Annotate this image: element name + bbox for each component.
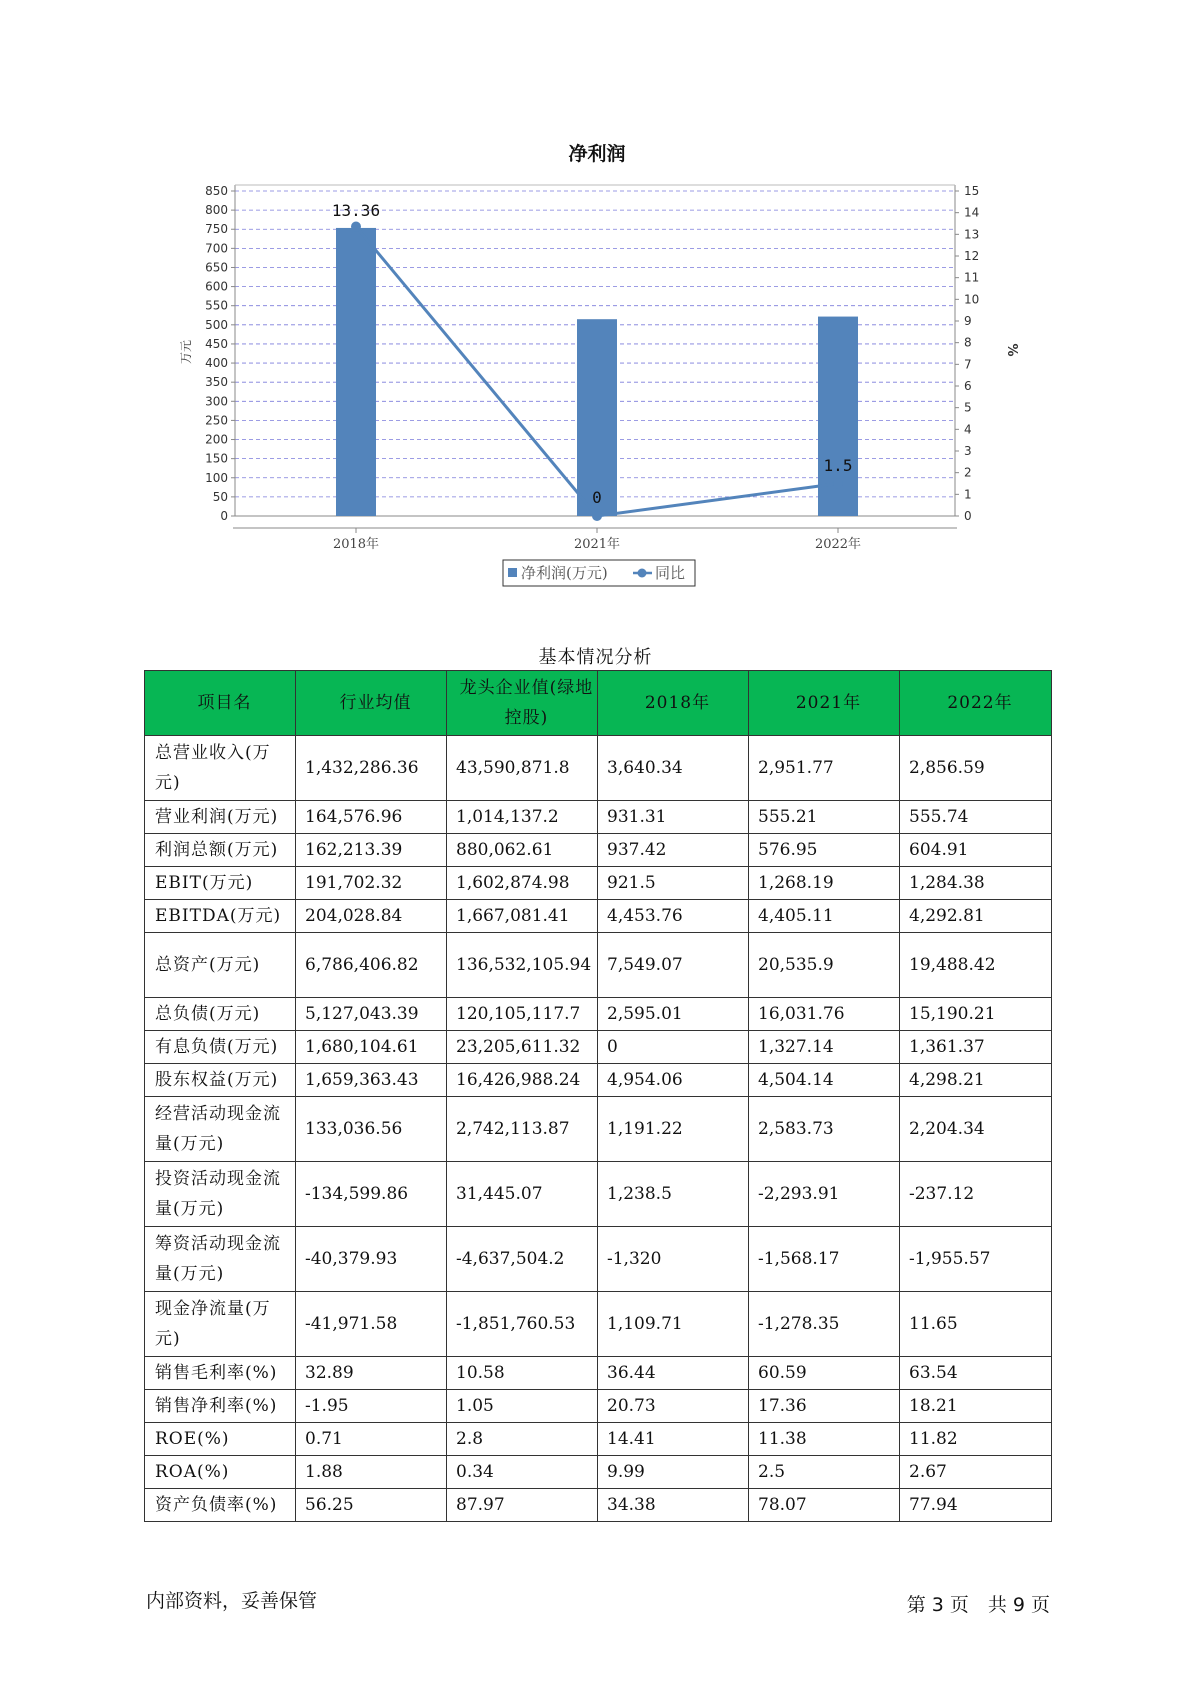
table-cell: 1,680,104.61 (296, 1031, 447, 1064)
legend-bar-label: 净利润(万元) (521, 564, 608, 582)
x-tick-label: 2021年 (573, 537, 621, 552)
table-cell: 2,204.34 (900, 1097, 1052, 1162)
table-cell: 3,640.34 (598, 736, 749, 801)
table-cell: 10.58 (447, 1357, 598, 1390)
table-row (145, 834, 1052, 867)
table-row (145, 998, 1052, 1031)
right-axis-title: % (1004, 343, 1019, 357)
table-cell: 2,583.73 (749, 1097, 900, 1162)
table-cell: -1,568.17 (749, 1227, 900, 1292)
table-cell: 1,361.37 (900, 1031, 1052, 1064)
table-cell: 19,488.42 (900, 933, 1052, 998)
row-label-cell: 资产负债率(%) (145, 1489, 296, 1522)
page-total: 9 (1012, 1594, 1025, 1616)
table-cell: -237.12 (900, 1162, 1052, 1227)
left-tick-label: 400 (205, 356, 228, 371)
left-tick-label: 600 (205, 279, 228, 294)
table-cell: 4,292.81 (900, 900, 1052, 933)
table-cell: 77.94 (900, 1489, 1052, 1522)
chart-svg (0, 0, 1191, 600)
table-row (145, 933, 1052, 998)
row-label-cell: 投资活动现金流量(万元) (145, 1162, 296, 1227)
row-label-cell: 利润总额(万元) (145, 834, 296, 867)
table-cell: 136,532,105.94 (447, 933, 598, 998)
table-cell: 7,549.07 (598, 933, 749, 998)
table-row (145, 736, 1052, 801)
right-tick-label: 4 (964, 422, 972, 437)
table-cell: 18.21 (900, 1390, 1052, 1423)
table-cell: 1,284.38 (900, 867, 1052, 900)
table-cell: 204,028.84 (296, 900, 447, 933)
yoy-point-2021年 (592, 511, 602, 521)
table-cell: 20,535.9 (749, 933, 900, 998)
table-cell: 937.42 (598, 834, 749, 867)
table-cell: 604.91 (900, 834, 1052, 867)
yoy-point-2022年 (833, 479, 843, 489)
table-cell: 14.41 (598, 1423, 749, 1456)
basic-analysis-table (144, 670, 1052, 1522)
x-tick-label: 2018年 (332, 537, 380, 552)
table-cell: 36.44 (598, 1357, 749, 1390)
table-cell: 1,327.14 (749, 1031, 900, 1064)
table-cell: 1,432,286.36 (296, 736, 447, 801)
table-cell: 2,742,113.87 (447, 1097, 598, 1162)
page-current: 3 (931, 1594, 944, 1616)
table-cell: -1,320 (598, 1227, 749, 1292)
header-2018: 2018年 (598, 671, 749, 736)
left-tick-label: 500 (205, 317, 228, 332)
table-cell: 1,014,137.2 (447, 801, 598, 834)
table-cell: 931.31 (598, 801, 749, 834)
table-row (145, 1227, 1052, 1292)
table-cell: 11.38 (749, 1423, 900, 1456)
row-label-cell: 总营业收入(万元) (145, 736, 296, 801)
table-cell: 921.5 (598, 867, 749, 900)
page-mid: 页 共 (949, 1594, 1007, 1616)
page-suffix: 页 (1030, 1594, 1050, 1616)
table-cell: 1,238.5 (598, 1162, 749, 1227)
row-label-cell: EBITDA(万元) (145, 900, 296, 933)
table-cell: 1.05 (447, 1390, 598, 1423)
table-cell: 11.82 (900, 1423, 1052, 1456)
table-cell: 78.07 (749, 1489, 900, 1522)
yoy-data-label: 13.36 (331, 201, 381, 220)
table-row (145, 801, 1052, 834)
table-cell: 4,954.06 (598, 1064, 749, 1097)
yoy-data-label: 1.5 (823, 456, 853, 475)
table-cell: 576.95 (749, 834, 900, 867)
table-cell: 32.89 (296, 1357, 447, 1390)
table-cell: -40,379.93 (296, 1227, 447, 1292)
table-row (145, 867, 1052, 900)
row-label-cell: 有息负债(万元) (145, 1031, 296, 1064)
right-tick-label: 15 (964, 184, 980, 198)
table-row (145, 1489, 1052, 1522)
right-tick-label: 2 (964, 465, 972, 480)
left-tick-label: 700 (205, 241, 228, 256)
chart-title: 净利润 (568, 143, 626, 165)
right-tick-label: 3 (964, 444, 972, 458)
left-tick-label: 550 (205, 298, 228, 313)
right-tick-label: 5 (964, 400, 972, 415)
table-cell: 87.97 (447, 1489, 598, 1522)
table-cell: 133,036.56 (296, 1097, 447, 1162)
table-cell: 23,205,611.32 (447, 1031, 598, 1064)
row-label-cell: ROA(%) (145, 1456, 296, 1489)
row-label-cell: 筹资活动现金流量(万元) (145, 1227, 296, 1292)
left-tick-label: 50 (212, 489, 228, 504)
row-label-cell: 销售净利率(%) (145, 1390, 296, 1423)
table-cell: 9.99 (598, 1456, 749, 1489)
table-cell: 11.65 (900, 1292, 1052, 1357)
net-profit-chart (0, 0, 1191, 600)
right-tick-label: 8 (964, 335, 972, 350)
table-cell: 0.34 (447, 1456, 598, 1489)
legend-line-marker (638, 569, 647, 578)
footer-page-number (901, 1590, 1050, 1617)
table-cell: 31,445.07 (447, 1162, 598, 1227)
table-cell: 555.74 (900, 801, 1052, 834)
table-cell: 1,659,363.43 (296, 1064, 447, 1097)
right-tick-label: 14 (964, 205, 980, 220)
table-cell: 2,595.01 (598, 998, 749, 1031)
table-cell: 1,667,081.41 (447, 900, 598, 933)
header-item-name: 项目名 (145, 671, 296, 736)
table-cell: 63.54 (900, 1357, 1052, 1390)
table-cell: 16,426,988.24 (447, 1064, 598, 1097)
table-cell: 34.38 (598, 1489, 749, 1522)
table-row (145, 1357, 1052, 1390)
table-cell: 4,453.76 (598, 900, 749, 933)
table-header-row (145, 671, 1052, 736)
table-cell: 164,576.96 (296, 801, 447, 834)
table-row (145, 900, 1052, 933)
table-cell: 162,213.39 (296, 834, 447, 867)
table-cell: 1.88 (296, 1456, 447, 1489)
right-tick-label: 9 (964, 314, 972, 328)
right-tick-label: 7 (964, 357, 972, 372)
table-cell: 0 (598, 1031, 749, 1064)
table-cell: 1,109.71 (598, 1292, 749, 1357)
table-cell: 191,702.32 (296, 867, 447, 900)
bar-2021年 (577, 319, 617, 516)
table-row (145, 1423, 1052, 1456)
table-cell: 56.25 (296, 1489, 447, 1522)
table-cell: -2,293.91 (749, 1162, 900, 1227)
table-title: 基本情况分析 (538, 647, 653, 668)
row-label-cell: EBIT(万元) (145, 867, 296, 900)
table-cell: 17.36 (749, 1390, 900, 1423)
table-row (145, 1456, 1052, 1489)
row-label-cell: 总资产(万元) (145, 933, 296, 998)
yoy-data-label: 0 (592, 488, 602, 507)
table-cell: -1,851,760.53 (447, 1292, 598, 1357)
right-tick-label: 1 (964, 487, 972, 502)
yoy-point-2018年 (351, 222, 361, 232)
legend-line-label: 同比 (655, 564, 686, 582)
table-cell: 2,856.59 (900, 736, 1052, 801)
footer-confidential-note: 内部资料，妥善保管 (146, 1590, 318, 1612)
left-tick-label: 800 (205, 203, 228, 218)
row-label-cell: 股东权益(万元) (145, 1064, 296, 1097)
header-2021: 2021年 (749, 671, 900, 736)
bar-2018年 (336, 228, 376, 516)
table-cell: 20.73 (598, 1390, 749, 1423)
table-row (145, 1390, 1052, 1423)
left-tick-label: 300 (205, 394, 228, 409)
table-row (145, 1031, 1052, 1064)
x-tick-label: 2022年 (814, 537, 862, 552)
table-cell: 555.21 (749, 801, 900, 834)
header-2022: 2022年 (900, 671, 1052, 736)
row-label-cell: 经营活动现金流量(万元) (145, 1097, 296, 1162)
table-row (145, 1292, 1052, 1357)
left-tick-label: 750 (205, 222, 228, 237)
table-cell: 6,786,406.82 (296, 933, 447, 998)
right-tick-label: 0 (964, 509, 972, 523)
right-tick-label: 13 (964, 227, 980, 242)
table-cell: -134,599.86 (296, 1162, 447, 1227)
left-tick-label: 250 (205, 413, 228, 428)
table-cell: 880,062.61 (447, 834, 598, 867)
table-cell: 5,127,043.39 (296, 998, 447, 1031)
table-cell: -1,278.35 (749, 1292, 900, 1357)
right-tick-label: 12 (964, 249, 980, 263)
table-cell: 4,298.21 (900, 1064, 1052, 1097)
row-label-cell: 营业利润(万元) (145, 801, 296, 834)
header-industry-avg: 行业均值 (296, 671, 447, 736)
table-cell: 2.5 (749, 1456, 900, 1489)
header-leader-value: 龙头企业值(绿地控股) (447, 671, 598, 736)
table-cell: 4,405.11 (749, 900, 900, 933)
right-tick-label: 11 (964, 270, 980, 285)
table-cell: 1,191.22 (598, 1097, 749, 1162)
table-row (145, 1162, 1052, 1227)
right-tick-label: 6 (964, 379, 972, 393)
row-label-cell: 销售毛利率(%) (145, 1357, 296, 1390)
table-cell: 120,105,117.7 (447, 998, 598, 1031)
table-cell: -41,971.58 (296, 1292, 447, 1357)
table-cell: 4,504.14 (749, 1064, 900, 1097)
legend-bar-swatch (508, 568, 517, 577)
left-axis-title: 万元 (179, 339, 193, 365)
table-row (145, 1064, 1052, 1097)
table-cell: 60.59 (749, 1357, 900, 1390)
table-cell: -1.95 (296, 1390, 447, 1423)
left-tick-label: 0 (220, 509, 228, 523)
row-label-cell: 现金净流量(万元) (145, 1292, 296, 1357)
row-label-cell: 总负债(万元) (145, 998, 296, 1031)
left-tick-label: 150 (205, 451, 228, 466)
table-row (145, 1097, 1052, 1162)
row-label-cell: ROE(%) (145, 1423, 296, 1456)
table-cell: 1,268.19 (749, 867, 900, 900)
table-cell: 43,590,871.8 (447, 736, 598, 801)
table-cell: 1,602,874.98 (447, 867, 598, 900)
right-tick-label: 10 (964, 292, 980, 307)
table-cell: 15,190.21 (900, 998, 1052, 1031)
left-tick-label: 650 (205, 260, 228, 275)
left-tick-label: 100 (205, 470, 228, 485)
left-tick-label: 200 (205, 432, 228, 447)
table-cell: 0.71 (296, 1423, 447, 1456)
table-cell: 16,031.76 (749, 998, 900, 1031)
left-tick-label: 450 (205, 336, 228, 351)
table-cell: -4,637,504.2 (447, 1227, 598, 1292)
page-prefix: 第 (906, 1594, 926, 1616)
left-tick-label: 350 (205, 375, 228, 390)
table-cell: 2,951.77 (749, 736, 900, 801)
left-tick-label: 850 (205, 184, 228, 198)
table-cell: 2.67 (900, 1456, 1052, 1489)
table-cell: -1,955.57 (900, 1227, 1052, 1292)
table-cell: 2.8 (447, 1423, 598, 1456)
